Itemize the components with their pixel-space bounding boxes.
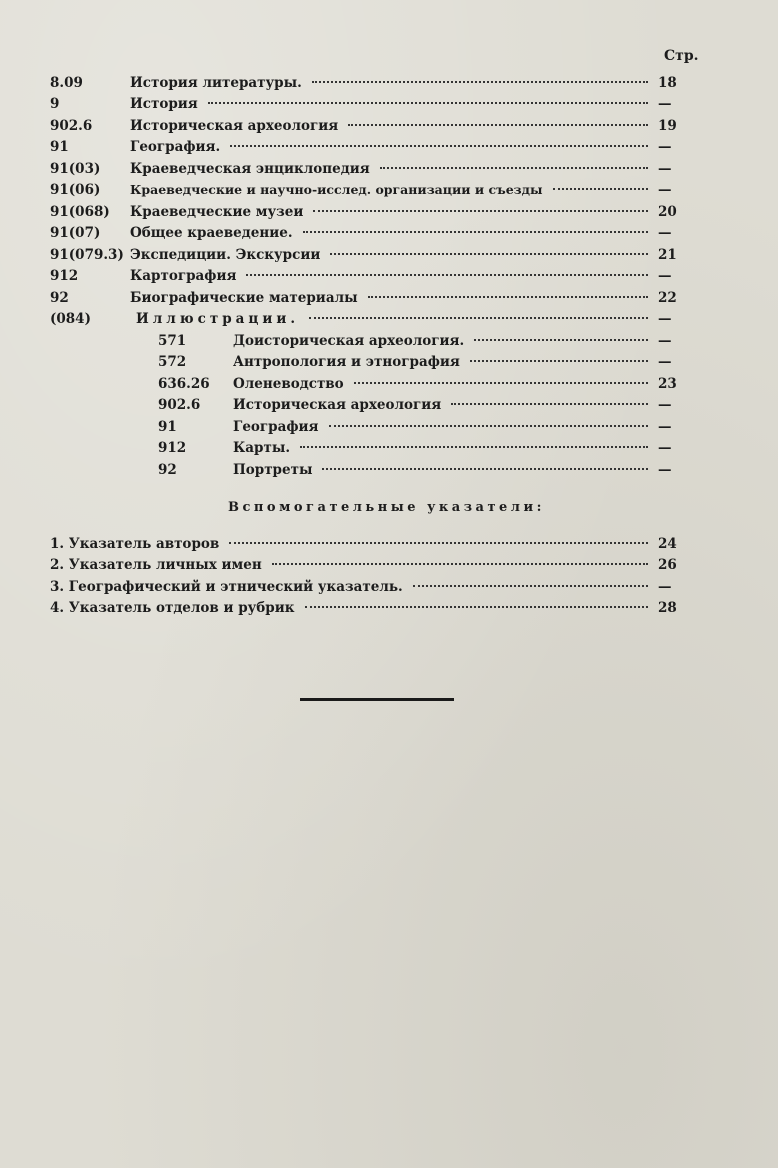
toc-title: Общее краеведение.: [130, 224, 293, 241]
aux-row: [50, 597, 682, 618]
aux-page: 24: [658, 535, 677, 552]
illustration-title: География: [233, 418, 319, 435]
toc-title: Иллюстрации.: [136, 310, 300, 327]
toc-title: Краеведческие музеи: [130, 203, 304, 220]
illustration-page: —: [658, 418, 672, 435]
toc-page: 20: [658, 203, 677, 220]
toc-page: 21: [658, 246, 677, 263]
toc-row: [50, 308, 682, 329]
dot-leader: [329, 425, 648, 427]
illustration-row: [158, 394, 682, 415]
toc-title: Картография: [130, 267, 237, 284]
aux-title: 2. Указатель личных имен: [50, 556, 262, 573]
illustration-page: —: [658, 353, 672, 370]
toc-code: 92: [50, 289, 69, 306]
dot-leader: [303, 231, 648, 233]
dot-leader: [348, 124, 648, 126]
aux-row: [50, 533, 682, 554]
illustration-row: [158, 351, 682, 372]
toc-code: 91(079.3): [50, 246, 124, 263]
toc-row: [50, 265, 682, 286]
toc-row: [50, 93, 682, 114]
illustration-title: Карты.: [233, 439, 291, 456]
dot-leader: [413, 585, 648, 587]
toc-row: [50, 136, 682, 157]
dot-leader: [229, 542, 648, 544]
illustration-row: [158, 437, 682, 458]
dot-leader: [380, 167, 648, 169]
illustration-code: 912: [158, 439, 187, 456]
toc-title: Краеведческая энциклопедия: [130, 160, 370, 177]
toc-page: —: [658, 160, 672, 177]
illustration-code: 571: [158, 332, 187, 349]
toc-title: Биографические материалы: [130, 289, 358, 306]
illustration-row: [158, 373, 682, 394]
toc-code: 912: [50, 267, 79, 284]
aux-section-title: Вспомогательные указатели:: [228, 500, 545, 515]
toc-title: Экспедиции. Экскурсии: [130, 246, 321, 263]
toc-page: 19: [658, 117, 677, 134]
illustration-code: 92: [158, 461, 177, 478]
dot-leader: [246, 274, 648, 276]
illustration-code: 902.6: [158, 396, 201, 413]
toc-title: История: [130, 95, 198, 112]
dot-leader: [470, 360, 648, 362]
toc-page: 22: [658, 289, 677, 306]
aux-title: 1. Указатель авторов: [50, 535, 220, 552]
toc-row: [50, 158, 682, 179]
toc-row: [50, 115, 682, 136]
illustration-page: —: [658, 396, 672, 413]
illustration-title: Историческая археология: [233, 396, 442, 413]
aux-page: 28: [658, 599, 677, 616]
page-column-label: Стр.: [664, 48, 699, 64]
toc-row: [50, 222, 682, 243]
illustration-row: [158, 330, 682, 351]
illustration-row: [158, 416, 682, 437]
dot-leader: [272, 563, 648, 565]
toc-page: 18: [658, 74, 677, 91]
aux-page: 26: [658, 556, 677, 573]
toc-code: 902.6: [50, 117, 93, 134]
toc-page: —: [658, 138, 672, 155]
toc-code: 91: [50, 138, 69, 155]
toc-row: [50, 201, 682, 222]
toc-code: 91(06): [50, 181, 101, 198]
toc-row: [50, 244, 682, 265]
toc-title: История литературы.: [130, 74, 302, 91]
aux-row: [50, 554, 682, 575]
illustration-title: Доисторическая археология.: [233, 332, 465, 349]
toc-code: 8.09: [50, 74, 83, 91]
toc-code: 91(068): [50, 203, 110, 220]
toc-code: 91(07): [50, 224, 101, 241]
illustration-title: Портреты: [233, 461, 313, 478]
dot-leader: [330, 253, 648, 255]
illustration-page: —: [658, 439, 672, 456]
aux-title: 3. Географический и этнический указатель.: [50, 578, 403, 595]
illustration-title: Оленеводство: [233, 375, 344, 392]
illustration-page: 23: [658, 375, 677, 392]
toc-row: [50, 179, 682, 200]
toc-page: —: [658, 95, 672, 112]
dot-leader: [451, 403, 648, 405]
aux-page: —: [658, 578, 672, 595]
illustration-code: 91: [158, 418, 177, 435]
dot-leader: [312, 81, 648, 83]
dot-leader: [305, 606, 648, 608]
illustration-code: 572: [158, 353, 187, 370]
illustration-page: —: [658, 332, 672, 349]
toc-row: [50, 287, 682, 308]
toc-code: 9: [50, 95, 60, 112]
illustration-title: Антропология и этнография: [233, 353, 460, 370]
dot-leader: [230, 145, 648, 147]
aux-title: 4. Указатель отделов и рубрик: [50, 599, 295, 616]
dot-leader: [208, 102, 648, 104]
dot-leader: [474, 339, 648, 341]
dot-leader: [322, 468, 648, 470]
illustration-row: [158, 459, 682, 480]
toc-code: 91(03): [50, 160, 101, 177]
dot-leader: [300, 446, 648, 448]
toc-page: —: [658, 224, 672, 241]
toc-title: Историческая археология: [130, 117, 339, 134]
toc-title: Краеведческие и научно-исслед. организации и съезды: [130, 182, 543, 197]
toc-page: —: [658, 181, 672, 198]
end-rule: [300, 698, 454, 701]
toc-row: [50, 72, 682, 93]
toc-title: География.: [130, 138, 221, 155]
dot-leader: [309, 317, 648, 319]
toc-page: —: [658, 310, 672, 327]
toc-code: (084): [50, 310, 91, 327]
dot-leader: [368, 296, 648, 298]
aux-row: [50, 576, 682, 597]
dot-leader: [553, 188, 648, 190]
illustration-page: —: [658, 461, 672, 478]
dot-leader: [313, 210, 648, 212]
illustration-code: 636.26: [158, 375, 210, 392]
dot-leader: [354, 382, 648, 384]
toc-page: —: [658, 267, 672, 284]
